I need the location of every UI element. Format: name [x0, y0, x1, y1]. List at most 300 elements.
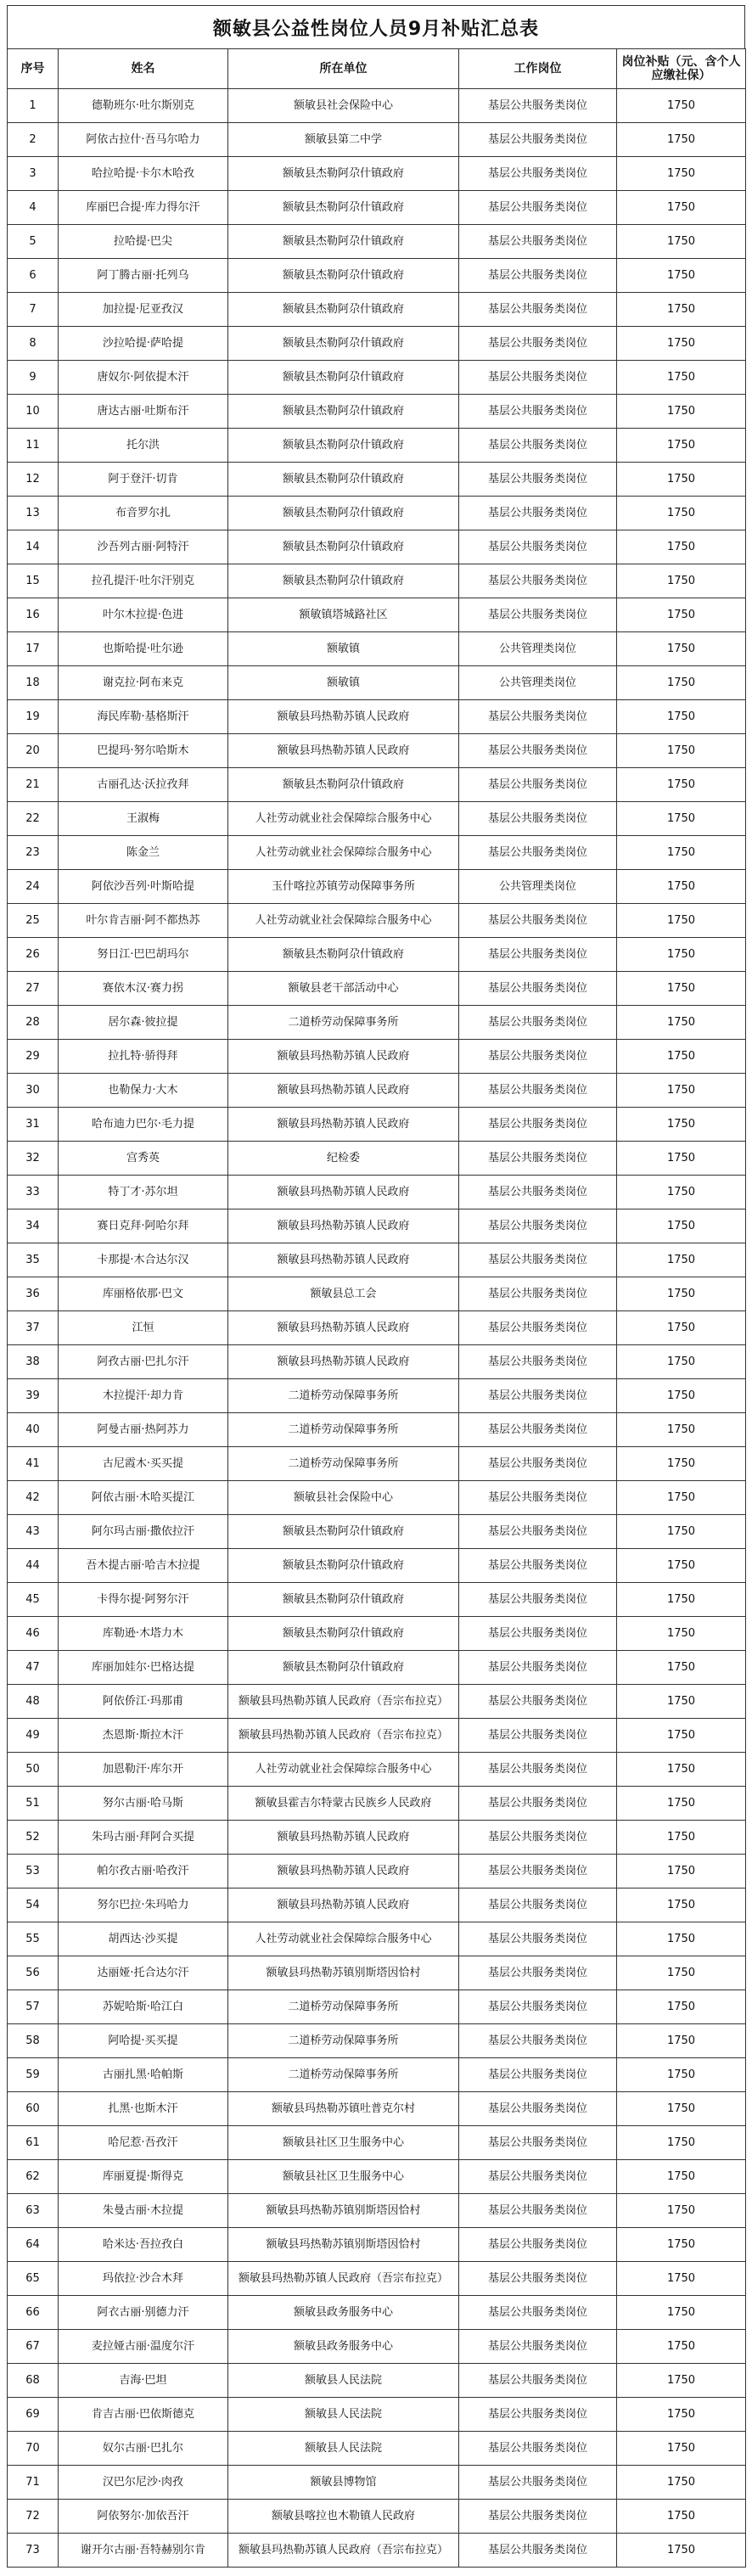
- cell-unit: 额敏县杰勒阿尕什镇政府: [228, 1549, 459, 1583]
- cell-unit: 额敏县玛热勒苏镇人民政府: [228, 1074, 459, 1108]
- cell-unit: 额敏县玛热勒苏镇人民政府（吾宗布拉克）: [228, 1719, 459, 1753]
- cell-no: 35: [8, 1243, 59, 1277]
- table-row: [8, 1413, 746, 1447]
- cell-amount: 1750: [617, 1956, 746, 1990]
- table-row: [8, 2160, 746, 2194]
- cell-name: 巴提玛·努尔哈斯木: [59, 734, 228, 768]
- cell-unit: 额敏县社区卫生服务中心: [228, 2126, 459, 2160]
- cell-name: 拉扎特·骄得拜: [59, 1040, 228, 1074]
- cell-post: 基层公共服务类岗位: [459, 1243, 617, 1277]
- cell-no: 54: [8, 1889, 59, 1922]
- table-row: [8, 497, 746, 530]
- cell-post: 基层公共服务类岗位: [459, 259, 617, 293]
- cell-no: 28: [8, 1006, 59, 1040]
- cell-no: 43: [8, 1515, 59, 1549]
- cell-name: 古丽孔达·沃拉孜拜: [59, 768, 228, 802]
- cell-name: 哈米达·吾拉孜白: [59, 2228, 228, 2262]
- cell-post: 基层公共服务类岗位: [459, 1277, 617, 1311]
- cell-amount: 1750: [617, 598, 746, 632]
- cell-unit: 额敏县杰勒阿尕什镇政府: [228, 1583, 459, 1617]
- cell-unit: 额敏县玛热勒苏镇别斯塔因恰村: [228, 2194, 459, 2228]
- cell-name: 朱玛古丽·拜阿合买提: [59, 1821, 228, 1855]
- cell-post: 基层公共服务类岗位: [459, 1583, 617, 1617]
- cell-unit: 额敏县杰勒阿尕什镇政府: [228, 327, 459, 361]
- cell-post: 基层公共服务类岗位: [459, 497, 617, 530]
- cell-no: 63: [8, 2194, 59, 2228]
- cell-no: 17: [8, 632, 59, 666]
- cell-unit: 额敏县杰勒阿尕什镇政府: [228, 1617, 459, 1651]
- cell-unit: 额敏县杰勒阿尕什镇政府: [228, 395, 459, 429]
- cell-post: 基层公共服务类岗位: [459, 938, 617, 972]
- table-row: [8, 734, 746, 768]
- cell-post: 基层公共服务类岗位: [459, 1447, 617, 1481]
- table-row: [8, 836, 746, 870]
- cell-amount: 1750: [617, 2500, 746, 2534]
- cell-unit: 额敏县政务服务中心: [228, 2330, 459, 2364]
- table-row: [8, 429, 746, 463]
- cell-no: 9: [8, 361, 59, 395]
- cell-post: 基层公共服务类岗位: [459, 1821, 617, 1855]
- table-row: [8, 2432, 746, 2466]
- cell-no: 37: [8, 1311, 59, 1345]
- cell-amount: 1750: [617, 1108, 746, 1142]
- cell-post: 公共管理类岗位: [459, 666, 617, 700]
- cell-no: 68: [8, 2364, 59, 2398]
- cell-amount: 1750: [617, 1855, 746, 1889]
- cell-no: 2: [8, 123, 59, 157]
- cell-post: 基层公共服务类岗位: [459, 293, 617, 327]
- cell-post: 基层公共服务类岗位: [459, 700, 617, 734]
- table-row: [8, 1040, 746, 1074]
- cell-name: 德勒班尔·吐尔斯别克: [59, 89, 228, 123]
- cell-name: 阿尔玛古丽·撒依拉汗: [59, 1515, 228, 1549]
- cell-post: 基层公共服务类岗位: [459, 1006, 617, 1040]
- cell-post: 基层公共服务类岗位: [459, 530, 617, 564]
- cell-amount: 1750: [617, 1753, 746, 1787]
- cell-unit: 额敏县玛热勒苏镇别斯塔因恰村: [228, 1956, 459, 1990]
- cell-amount: 1750: [617, 632, 746, 666]
- table-row: [8, 2534, 746, 2568]
- cell-name: 胡西达·沙买提: [59, 1922, 228, 1956]
- cell-amount: 1750: [617, 1142, 746, 1176]
- cell-amount: 1750: [617, 395, 746, 429]
- cell-name: 阿依古拉什·吾马尔哈力: [59, 123, 228, 157]
- cell-amount: 1750: [617, 1277, 746, 1311]
- cell-no: 62: [8, 2160, 59, 2194]
- cell-no: 64: [8, 2228, 59, 2262]
- cell-post: 公共管理类岗位: [459, 870, 617, 904]
- cell-amount: 1750: [617, 870, 746, 904]
- table-row: [8, 802, 746, 836]
- cell-no: 23: [8, 836, 59, 870]
- cell-post: 基层公共服务类岗位: [459, 1074, 617, 1108]
- cell-amount: 1750: [617, 157, 746, 191]
- cell-amount: 1750: [617, 2194, 746, 2228]
- cell-no: 60: [8, 2092, 59, 2126]
- cell-no: 73: [8, 2534, 59, 2568]
- cell-no: 61: [8, 2126, 59, 2160]
- cell-amount: 1750: [617, 2534, 746, 2568]
- cell-no: 65: [8, 2262, 59, 2296]
- cell-unit: 额敏县杰勒阿尕什镇政府: [228, 259, 459, 293]
- table-row: [8, 530, 746, 564]
- cell-unit: 额敏县玛热勒苏镇人民政府: [228, 1855, 459, 1889]
- cell-name: 加拉提·尼亚孜汉: [59, 293, 228, 327]
- table-row: [8, 2024, 746, 2058]
- cell-unit: 人社劳动就业社会保障综合服务中心: [228, 836, 459, 870]
- subsidy-sheet: [7, 5, 745, 2568]
- header-name: 姓名: [59, 49, 228, 89]
- cell-post: 基层公共服务类岗位: [459, 1787, 617, 1821]
- cell-amount: 1750: [617, 1889, 746, 1922]
- cell-amount: 1750: [617, 1006, 746, 1040]
- table-row: [8, 1583, 746, 1617]
- cell-amount: 1750: [617, 1549, 746, 1583]
- cell-name: 扎黑·也斯木汗: [59, 2092, 228, 2126]
- cell-no: 59: [8, 2058, 59, 2092]
- cell-amount: 1750: [617, 1617, 746, 1651]
- cell-unit: 额敏县杰勒阿尕什镇政府: [228, 191, 459, 225]
- cell-unit: 额敏县玛热勒苏镇人民政府: [228, 1040, 459, 1074]
- cell-no: 48: [8, 1685, 59, 1719]
- cell-amount: 1750: [617, 191, 746, 225]
- cell-no: 15: [8, 564, 59, 598]
- table-row: [8, 1821, 746, 1855]
- cell-name: 谢克拉·阿布来克: [59, 666, 228, 700]
- cell-unit: 额敏县人民法院: [228, 2432, 459, 2466]
- cell-name: 麦拉娅古丽·温度尔汗: [59, 2330, 228, 2364]
- table-row: [8, 938, 746, 972]
- cell-unit: 二道桥劳动保障事务所: [228, 1006, 459, 1040]
- cell-post: 基层公共服务类岗位: [459, 2194, 617, 2228]
- cell-no: 72: [8, 2500, 59, 2534]
- cell-name: 吉海·巴坦: [59, 2364, 228, 2398]
- cell-post: 基层公共服务类岗位: [459, 157, 617, 191]
- table-row: [8, 2296, 746, 2330]
- cell-no: 32: [8, 1142, 59, 1176]
- cell-unit: 额敏县玛热勒苏镇人民政府: [228, 1345, 459, 1379]
- cell-post: 基层公共服务类岗位: [459, 598, 617, 632]
- cell-amount: 1750: [617, 1040, 746, 1074]
- cell-no: 66: [8, 2296, 59, 2330]
- cell-post: 基层公共服务类岗位: [459, 1108, 617, 1142]
- cell-no: 41: [8, 1447, 59, 1481]
- table-row: [8, 2126, 746, 2160]
- cell-unit: 额敏县玛热勒苏镇人民政府（吾宗布拉克）: [228, 2534, 459, 2568]
- cell-post: 基层公共服务类岗位: [459, 361, 617, 395]
- cell-name: 奴尔古丽·巴扎尔: [59, 2432, 228, 2466]
- cell-post: 基层公共服务类岗位: [459, 1549, 617, 1583]
- cell-name: 杰恩斯·斯拉木汗: [59, 1719, 228, 1753]
- table-row: [8, 1787, 746, 1821]
- cell-no: 27: [8, 972, 59, 1006]
- table-row: [8, 2228, 746, 2262]
- cell-name: 库丽夏提·斯得克: [59, 2160, 228, 2194]
- cell-amount: 1750: [617, 2126, 746, 2160]
- table-row: [8, 89, 746, 123]
- table-row: [8, 2330, 746, 2364]
- cell-post: 基层公共服务类岗位: [459, 836, 617, 870]
- table-row: [8, 1990, 746, 2024]
- cell-no: 53: [8, 1855, 59, 1889]
- cell-unit: 额敏县霍吉尔特蒙古民族乡人民政府: [228, 1787, 459, 1821]
- cell-amount: 1750: [617, 802, 746, 836]
- cell-amount: 1750: [617, 972, 746, 1006]
- cell-post: 基层公共服务类岗位: [459, 2432, 617, 2466]
- cell-amount: 1750: [617, 1243, 746, 1277]
- table-row: [8, 1753, 746, 1787]
- cell-name: 布音罗尔扎: [59, 497, 228, 530]
- cell-no: 55: [8, 1922, 59, 1956]
- table-row: [8, 2058, 746, 2092]
- cell-amount: 1750: [617, 1685, 746, 1719]
- cell-name: 阿孜古丽·巴扎尔汗: [59, 1345, 228, 1379]
- cell-amount: 1750: [617, 1821, 746, 1855]
- cell-amount: 1750: [617, 463, 746, 497]
- table-row: [8, 1345, 746, 1379]
- cell-post: 基层公共服务类岗位: [459, 564, 617, 598]
- cell-amount: 1750: [617, 1074, 746, 1108]
- cell-unit: 额敏县杰勒阿尕什镇政府: [228, 1651, 459, 1685]
- cell-name: 陈金兰: [59, 836, 228, 870]
- cell-name: 玛依拉·沙合木拜: [59, 2262, 228, 2296]
- cell-post: 基层公共服务类岗位: [459, 1481, 617, 1515]
- cell-amount: 1750: [617, 1209, 746, 1243]
- cell-name: 加恩勒汗·库尔开: [59, 1753, 228, 1787]
- cell-name: 唐达古丽·吐斯布汗: [59, 395, 228, 429]
- cell-post: 基层公共服务类岗位: [459, 1515, 617, 1549]
- cell-amount: 1750: [617, 259, 746, 293]
- cell-no: 38: [8, 1345, 59, 1379]
- table-row: [8, 632, 746, 666]
- cell-no: 18: [8, 666, 59, 700]
- sheet-title: 额敏县公益性岗位人员9月补贴汇总表: [7, 5, 745, 48]
- cell-post: 基层公共服务类岗位: [459, 2262, 617, 2296]
- cell-amount: 1750: [617, 768, 746, 802]
- cell-post: 基层公共服务类岗位: [459, 972, 617, 1006]
- table-row: [8, 904, 746, 938]
- cell-name: 特丁才·苏尔坦: [59, 1176, 228, 1209]
- table-row: [8, 157, 746, 191]
- cell-post: 基层公共服务类岗位: [459, 734, 617, 768]
- cell-no: 13: [8, 497, 59, 530]
- table-row: [8, 1481, 746, 1515]
- table-row: [8, 395, 746, 429]
- cell-unit: 二道桥劳动保障事务所: [228, 1447, 459, 1481]
- header-amount: 岗位补贴（元、含个人应缴社保）: [617, 49, 746, 89]
- cell-amount: 1750: [617, 1413, 746, 1447]
- cell-name: 阿衣古丽·别德力汗: [59, 2296, 228, 2330]
- cell-name: 拉孔提汗·吐尔汗别克: [59, 564, 228, 598]
- cell-unit: 额敏县玛热勒苏镇人民政府（吾宗布拉克）: [228, 1685, 459, 1719]
- table-row: [8, 293, 746, 327]
- cell-unit: 额敏县杰勒阿尕什镇政府: [228, 564, 459, 598]
- cell-post: 基层公共服务类岗位: [459, 463, 617, 497]
- cell-post: 基层公共服务类岗位: [459, 1176, 617, 1209]
- cell-name: 苏妮哈斯·哈江白: [59, 1990, 228, 2024]
- cell-no: 26: [8, 938, 59, 972]
- cell-name: 库丽巴合提·库力得尔汗: [59, 191, 228, 225]
- cell-no: 24: [8, 870, 59, 904]
- table-row: [8, 1142, 746, 1176]
- cell-no: 4: [8, 191, 59, 225]
- table-row: [8, 1685, 746, 1719]
- cell-no: 12: [8, 463, 59, 497]
- cell-amount: 1750: [617, 2296, 746, 2330]
- cell-amount: 1750: [617, 1176, 746, 1209]
- table-row: [8, 1006, 746, 1040]
- cell-amount: 1750: [617, 836, 746, 870]
- cell-no: 58: [8, 2024, 59, 2058]
- cell-unit: 额敏县喀拉也木勒镇人民政府: [228, 2500, 459, 2534]
- cell-no: 19: [8, 700, 59, 734]
- cell-no: 40: [8, 1413, 59, 1447]
- table-row: [8, 2092, 746, 2126]
- cell-no: 50: [8, 1753, 59, 1787]
- cell-unit: 额敏县政务服务中心: [228, 2296, 459, 2330]
- cell-name: 居尔森·彼拉提: [59, 1006, 228, 1040]
- cell-unit: 额敏县博物馆: [228, 2466, 459, 2500]
- cell-no: 11: [8, 429, 59, 463]
- cell-post: 基层公共服务类岗位: [459, 1617, 617, 1651]
- cell-post: 基层公共服务类岗位: [459, 123, 617, 157]
- cell-post: 基层公共服务类岗位: [459, 1345, 617, 1379]
- cell-name: 阿依努尔·加依吾汗: [59, 2500, 228, 2534]
- cell-amount: 1750: [617, 1515, 746, 1549]
- cell-amount: 1750: [617, 2092, 746, 2126]
- cell-name: 赛日克拜·阿哈尔拜: [59, 1209, 228, 1243]
- cell-unit: 人社劳动就业社会保障综合服务中心: [228, 904, 459, 938]
- table-row: [8, 1108, 746, 1142]
- cell-no: 30: [8, 1074, 59, 1108]
- table-row: [8, 2262, 746, 2296]
- cell-no: 7: [8, 293, 59, 327]
- table-row: [8, 1379, 746, 1413]
- cell-name: 沙拉哈提·萨哈提: [59, 327, 228, 361]
- cell-unit: 额敏县杰勒阿尕什镇政府: [228, 768, 459, 802]
- cell-post: 基层公共服务类岗位: [459, 2228, 617, 2262]
- cell-unit: 额敏县社会保险中心: [228, 1481, 459, 1515]
- table-row: [8, 191, 746, 225]
- cell-amount: 1750: [617, 1990, 746, 2024]
- cell-name: 朱曼古丽·木拉提: [59, 2194, 228, 2228]
- cell-no: 25: [8, 904, 59, 938]
- cell-name: 阿于登汗·切肯: [59, 463, 228, 497]
- cell-name: 汉巴尔尼沙·肉孜: [59, 2466, 228, 2500]
- cell-post: 基层公共服务类岗位: [459, 1311, 617, 1345]
- cell-unit: 额敏县玛热勒苏镇别斯塔因恰村: [228, 2228, 459, 2262]
- table-row: [8, 700, 746, 734]
- cell-no: 22: [8, 802, 59, 836]
- header-no: 序号: [8, 49, 59, 89]
- cell-amount: 1750: [617, 1583, 746, 1617]
- cell-post: 基层公共服务类岗位: [459, 2024, 617, 2058]
- table-row: [8, 2194, 746, 2228]
- cell-unit: 二道桥劳动保障事务所: [228, 2058, 459, 2092]
- cell-post: 基层公共服务类岗位: [459, 802, 617, 836]
- cell-no: 49: [8, 1719, 59, 1753]
- cell-name: 赛依木汉·赛力拐: [59, 972, 228, 1006]
- cell-no: 34: [8, 1209, 59, 1243]
- cell-unit: 额敏县玛热勒苏镇人民政府: [228, 700, 459, 734]
- cell-no: 45: [8, 1583, 59, 1617]
- cell-no: 67: [8, 2330, 59, 2364]
- cell-unit: 额敏县杰勒阿尕什镇政府: [228, 293, 459, 327]
- cell-name: 海民库勒·基格斯汗: [59, 700, 228, 734]
- cell-amount: 1750: [617, 1787, 746, 1821]
- cell-post: 基层公共服务类岗位: [459, 327, 617, 361]
- cell-post: 基层公共服务类岗位: [459, 225, 617, 259]
- cell-amount: 1750: [617, 1719, 746, 1753]
- cell-no: 31: [8, 1108, 59, 1142]
- cell-unit: 额敏镇塔城路社区: [228, 598, 459, 632]
- cell-amount: 1750: [617, 2262, 746, 2296]
- cell-name: 努尔古丽·哈马斯: [59, 1787, 228, 1821]
- table-row: [8, 2466, 746, 2500]
- cell-no: 36: [8, 1277, 59, 1311]
- table-row: [8, 463, 746, 497]
- cell-amount: 1750: [617, 938, 746, 972]
- cell-post: 基层公共服务类岗位: [459, 89, 617, 123]
- table-row: [8, 1447, 746, 1481]
- cell-name: 阿依古丽·木哈买提江: [59, 1481, 228, 1515]
- cell-amount: 1750: [617, 564, 746, 598]
- table-row: [8, 1243, 746, 1277]
- cell-post: 基层公共服务类岗位: [459, 2398, 617, 2432]
- header-unit: 所在单位: [228, 49, 459, 89]
- cell-unit: 额敏县玛热勒苏镇人民政府: [228, 1311, 459, 1345]
- cell-amount: 1750: [617, 1481, 746, 1515]
- cell-amount: 1750: [617, 2024, 746, 2058]
- cell-post: 基层公共服务类岗位: [459, 2160, 617, 2194]
- cell-post: 基层公共服务类岗位: [459, 1651, 617, 1685]
- cell-name: 江恒: [59, 1311, 228, 1345]
- cell-no: 47: [8, 1651, 59, 1685]
- cell-name: 叶尔木拉提·色进: [59, 598, 228, 632]
- cell-name: 吾木提古丽·哈吉木拉提: [59, 1549, 228, 1583]
- cell-unit: 二道桥劳动保障事务所: [228, 1413, 459, 1447]
- table-row: [8, 1515, 746, 1549]
- cell-unit: 额敏县玛热勒苏镇人民政府: [228, 1889, 459, 1922]
- cell-no: 6: [8, 259, 59, 293]
- cell-unit: 额敏县玛热勒苏镇吐普克尔村: [228, 2092, 459, 2126]
- table-row: [8, 1277, 746, 1311]
- cell-name: 阿曼古丽·热阿苏力: [59, 1413, 228, 1447]
- cell-amount: 1750: [617, 2466, 746, 2500]
- cell-no: 46: [8, 1617, 59, 1651]
- cell-amount: 1750: [617, 666, 746, 700]
- cell-unit: 额敏县玛热勒苏镇人民政府: [228, 1176, 459, 1209]
- cell-post: 基层公共服务类岗位: [459, 1040, 617, 1074]
- cell-unit: 额敏镇: [228, 632, 459, 666]
- cell-unit: 人社劳动就业社会保障综合服务中心: [228, 802, 459, 836]
- cell-unit: 额敏镇: [228, 666, 459, 700]
- cell-amount: 1750: [617, 1651, 746, 1685]
- cell-name: 哈布迪力巴尔·毛力提: [59, 1108, 228, 1142]
- cell-name: 卡那提·木合达尔汉: [59, 1243, 228, 1277]
- table-row: [8, 259, 746, 293]
- table-body: [8, 89, 746, 2568]
- cell-unit: 额敏县第二中学: [228, 123, 459, 157]
- cell-name: 帕尔孜古丽·哈孜汗: [59, 1855, 228, 1889]
- table-row: [8, 768, 746, 802]
- cell-name: 库丽加娃尔·巴格达提: [59, 1651, 228, 1685]
- cell-name: 谢开尔古丽·吾特赫别尔肯: [59, 2534, 228, 2568]
- cell-post: 基层公共服务类岗位: [459, 1685, 617, 1719]
- cell-post: 基层公共服务类岗位: [459, 1719, 617, 1753]
- cell-amount: 1750: [617, 1922, 746, 1956]
- table-row: [8, 123, 746, 157]
